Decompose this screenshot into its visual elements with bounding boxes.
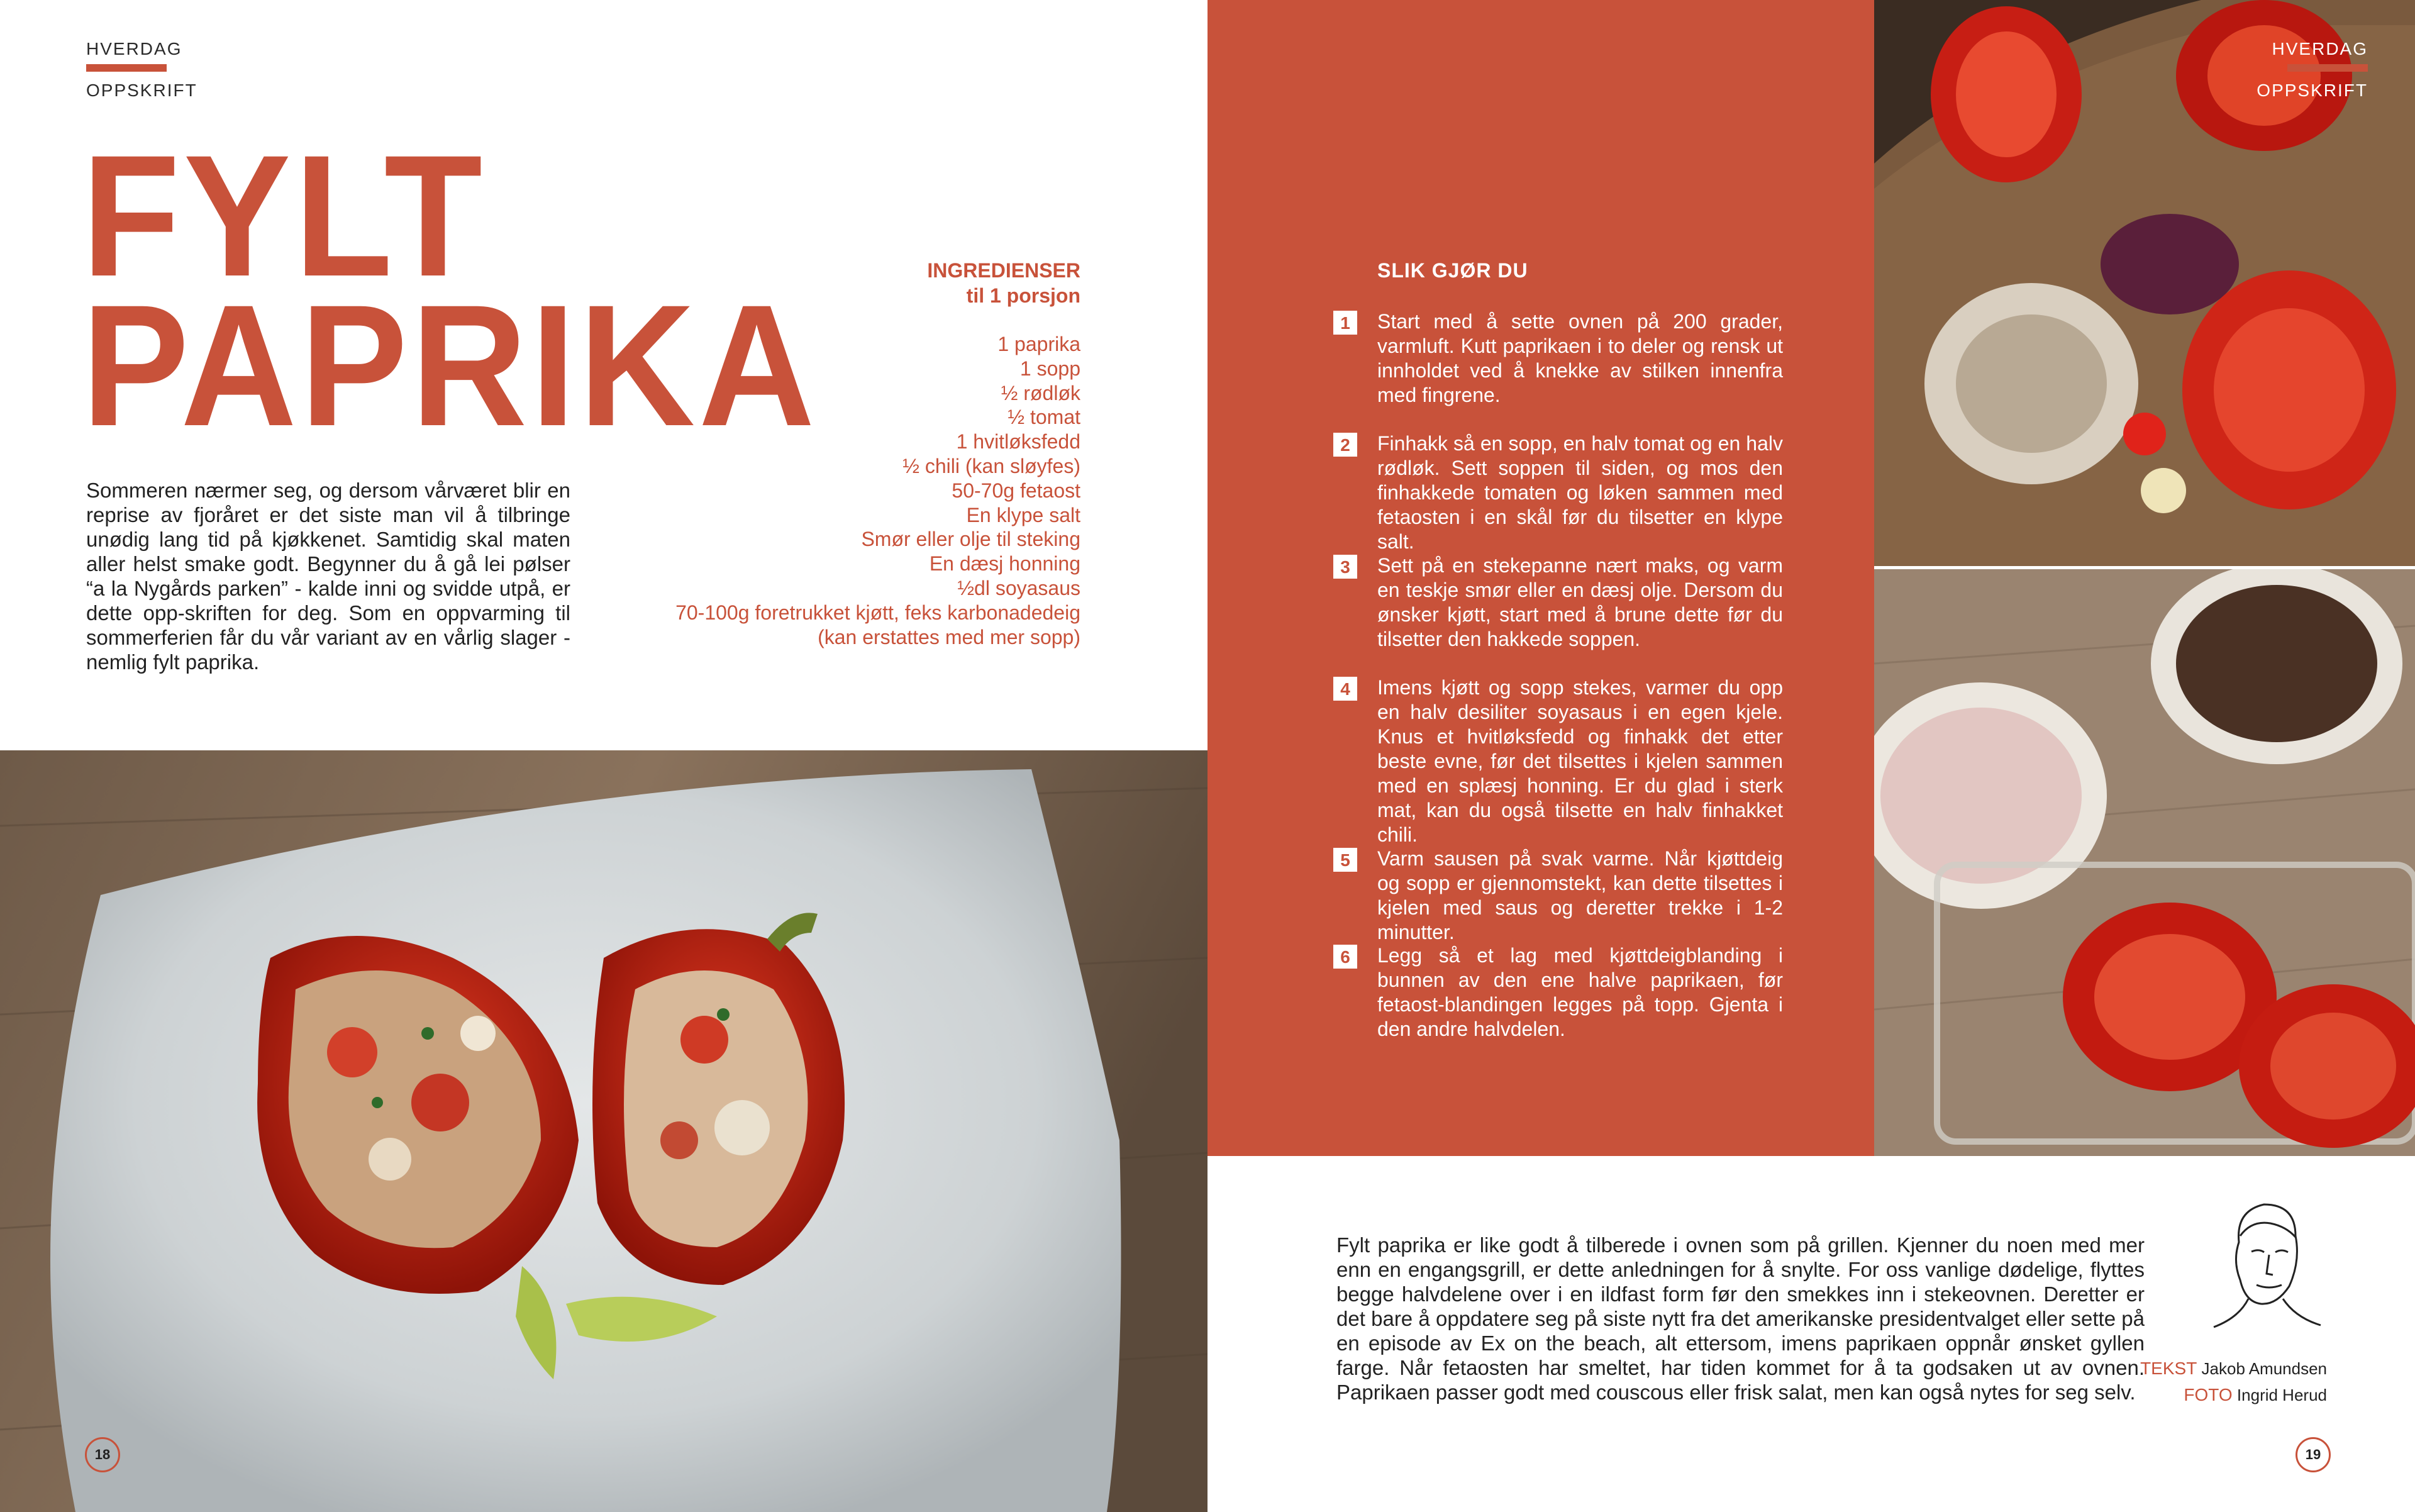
step-text: Legg så et lag med kjøttdeigblanding i bunnen av den ene halve paprikaen, før fetaost-blandingen legges på topp. Gjenta i den andre halvdelen.	[1377, 944, 1783, 1040]
intro-paragraph: Sommeren nærmer seg, og dersom vårværet blir en reprise av fjoråret er det siste man vil å tilbringe unødig lang tid på kjøkkenet. Samtidig skal maten aller helst smake godt. Begynner du å gå lei pølser “a la Nygårds parken” - kalde inni og svidde utpå, er dette opp-skriften for deg. Som en oppvarming til sommerferien får du vår variant av en vårlig slager - nemlig fylt paprika.	[86, 479, 570, 674]
ingredient-item: En dæsj honning	[929, 552, 1080, 575]
credits	[2140, 1355, 2327, 1408]
ingredient-item: 1 sopp	[1019, 357, 1080, 380]
title-line-2: PAPRIKA	[82, 269, 819, 462]
ingredient-item: ½ rødløk	[1001, 381, 1080, 404]
author-portrait-illustration	[2201, 1192, 2327, 1349]
section-sublabel: OPPSKRIFT	[86, 81, 197, 100]
ingredient-item: Smør eller olje til steking	[861, 528, 1080, 551]
stuffed-pepper-photo	[0, 750, 1208, 1512]
ingredient-item: 1 hvitløksfedd	[956, 430, 1080, 453]
credit-photo-row	[2140, 1382, 2327, 1408]
ingredient-item: 70-100g foretrukket kjøtt, feks karbonadedeig	[675, 601, 1080, 624]
step-2	[1333, 431, 1783, 554]
step-text: Imens kjøtt og sopp stekes, varmer du opp en halv desiliter soyasaus i en egen kjele. Knus et hvitløksfedd og finhakk det etter beste evne, før det tilsettes i kjelen sammen med en splæsj honning. Er du glad i sterk mat, kan du også tilsette en halv finhakket chili.	[1377, 676, 1783, 846]
ingredient-item: En klype salt	[966, 503, 1080, 526]
credit-text-row	[2140, 1355, 2327, 1382]
section-divider	[2287, 64, 2368, 72]
step-number: 1	[1333, 311, 1357, 335]
ingredients-list	[675, 332, 1080, 649]
credit-text-name: Jakob Amundsen	[2201, 1359, 2327, 1378]
section-label: HVERDAG	[86, 39, 182, 58]
section-label: HVERDAG	[2272, 39, 2368, 58]
ingredient-item: (kan erstattes med mer sopp)	[818, 625, 1080, 648]
ingredients-heading: INGREDIENSER	[927, 259, 1080, 282]
page-number-left: 18	[85, 1437, 120, 1472]
ingredients-header	[927, 258, 1080, 308]
step-4	[1333, 675, 1783, 847]
step-text: Sett på en stekepanne nært maks, og varm en teskje smør eller en dæsj olje. Dersom du ønsker kjøtt, start med å brune dette før du tilsetter den hakkede soppen.	[1377, 554, 1783, 650]
bowls-and-peppers-photo	[1874, 569, 2415, 1156]
ingredient-item: 1 paprika	[997, 333, 1080, 355]
title-line-1: FYLT	[82, 120, 486, 313]
step-5	[1333, 847, 1783, 945]
ingredient-item: ½dl soyasaus	[957, 576, 1080, 599]
credit-photo-name: Ingrid Herud	[2236, 1386, 2327, 1404]
ingredient-item: ½ chili (kan sløyfes)	[902, 454, 1080, 477]
step-3	[1333, 553, 1783, 652]
page-number-right: 19	[2296, 1437, 2331, 1472]
step-number: 4	[1333, 677, 1357, 701]
step-number: 3	[1333, 555, 1357, 579]
step-number: 2	[1333, 433, 1357, 457]
steps-heading: SLIK GJØR DU	[1377, 259, 1528, 282]
chopped-ingredients-photo	[1874, 0, 2415, 566]
section-sublabel: OPPSKRIFT	[2257, 81, 2368, 100]
ingredients-servings: til 1 porsjon	[966, 284, 1080, 307]
step-text: Varm sausen på svak varme. Når kjøttdeig og sopp er gjennomstekt, kan dette tilsettes i kjelen med saus og deretter trekke i 1-2 minutter.	[1377, 847, 1783, 943]
step-text: Finhakk så en sopp, en halv tomat og en halv rødløk. Sett soppen til siden, og mos den finhakkede tomaten og løken sammen med fetaosten i en skål før du tilsetter en klype salt.	[1377, 432, 1783, 553]
step-text: Start med å sette ovnen på 200 grader, varmluft. Kutt paprikaen i to deler og rensk ut innholdet ved å knekke av stilken innenfra med fingrene.	[1377, 310, 1783, 406]
credit-photo-label: FOTO	[2184, 1385, 2233, 1404]
credit-text-label: TEKST	[2140, 1359, 2197, 1378]
closing-paragraph: Fylt paprika er like godt å tilberede i ovnen som på grillen. Kjenner du noen med mer enn en engangsgrill, er dette anledningen for å snylte. For oss vanlige dødelige, flyttes begge halvdelene over i en ildfast form før den smekkes inn i stekeovnen. Deretter er det bare å oppdatere seg på siste nytt fra det amerikanske presidentvalget eller sette på en episode av Ex on the beach, alt ettersom, imens paprikaen oppnår ønsket gyllen farge. Når fetaosten har smeltet, har tiden kommet for å ta godsaken ut av ovnen. Paprikaen passer godt med couscous eller frisk salat, men kan også nytes for seg selv.	[1336, 1233, 2145, 1404]
section-divider	[86, 64, 167, 72]
ingredient-item: ½ tomat	[1008, 406, 1080, 429]
step-6	[1333, 943, 1783, 1042]
step-number: 5	[1333, 848, 1357, 872]
step-number: 6	[1333, 945, 1357, 969]
ingredient-item: 50-70g fetaost	[952, 479, 1080, 502]
step-1	[1333, 309, 1783, 408]
